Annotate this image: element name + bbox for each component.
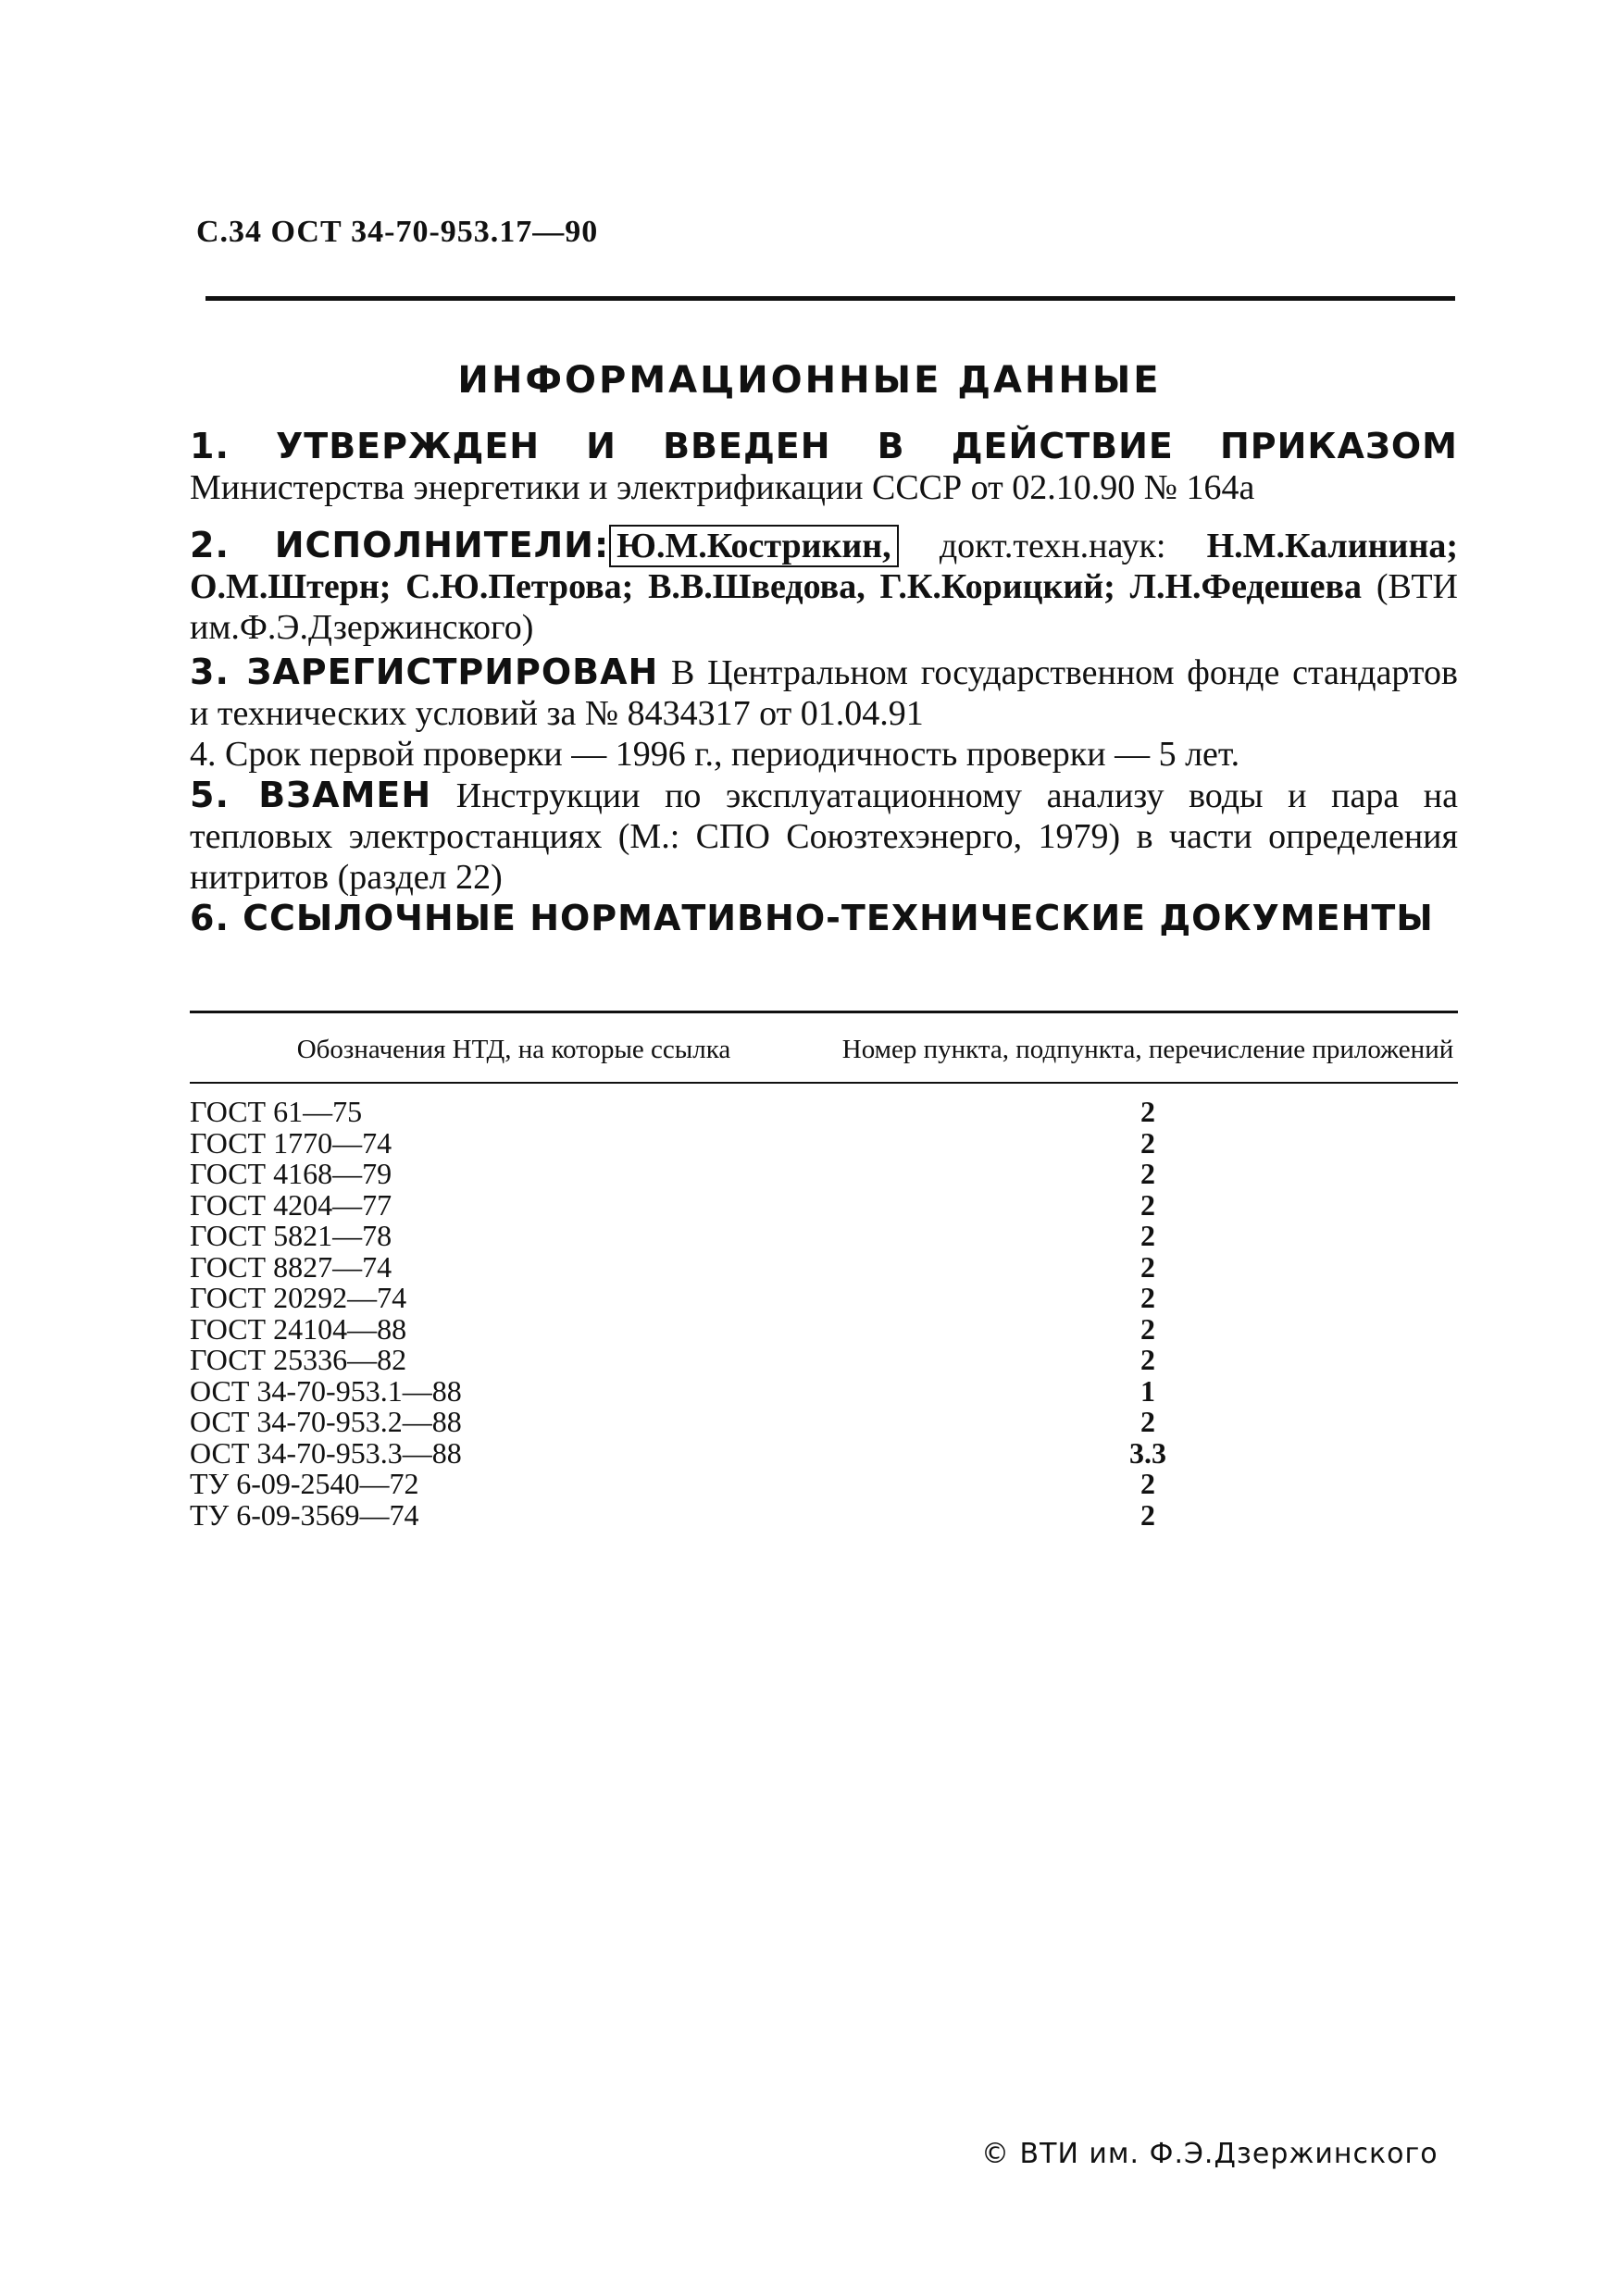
table-cell-doc: ГОСТ 8827—74 (190, 1249, 392, 1284)
item-executors (190, 525, 1458, 648)
table-row (190, 1373, 1458, 1408)
page-header-code: С.34 ОСТ 34-70-953.17—90 (196, 215, 599, 249)
table-row (190, 1125, 1458, 1160)
table-cell-num: 1 (1140, 1373, 1155, 1408)
table-header (190, 1013, 1458, 1082)
table-cell-num: 2 (1140, 1095, 1155, 1128)
table-cell-doc: ГОСТ 61—75 (190, 1095, 363, 1128)
table-cell-doc: ГОСТ 4168—79 (190, 1157, 392, 1190)
item-executors-degree: докт.техн.наук: (939, 527, 1207, 565)
item-references-heading: 6. ССЫЛОЧНЫЕ НОРМАТИВНО-ТЕХНИЧЕСКИЕ ДОКУМЕНТЫ (190, 898, 1434, 938)
table-cell-num: 2 (1140, 1157, 1155, 1190)
table-cell-num: 2 (1140, 1497, 1155, 1532)
item-approved-lead: 1. УТВЕРЖДЕН И ВВЕДЕН В ДЕЙСТВИЕ ПРИКАЗОМ (190, 426, 1458, 466)
table-row (190, 1283, 1458, 1314)
table-cell-doc: ГОСТ 4204—77 (190, 1187, 392, 1222)
table-header-doc: Обозначения НТД, на которые ссылка (296, 1035, 731, 1064)
table-cell-doc: ОСТ 34-70-953.2—88 (190, 1405, 462, 1438)
item-replaces-lead: 5. ВЗАМЕН (190, 775, 432, 815)
table-cell-num: 2 (1140, 1467, 1155, 1500)
table-cell-num: 2 (1140, 1343, 1155, 1376)
table-cell-doc: ГОСТ 25336—82 (190, 1343, 407, 1376)
item-executors-lead: 2. ИСПОЛНИТЕЛИ: (190, 525, 610, 565)
table-cell-num: 2 (1140, 1281, 1155, 1314)
table-header-rule (190, 1082, 1458, 1084)
table-row (190, 1469, 1458, 1500)
copyright-footer: © ВТИ им. Ф.Э.Дзержинского (981, 2138, 1438, 2170)
table-cell-num: 2 (1140, 1311, 1155, 1346)
item-replaces-text: Инструкции по эксплуатационному анализу воды и пара на тепловых электростанциях (М.: СПО Союзтехэнерго, 1979) в части определения нитритов (раздел 22) (190, 776, 1459, 897)
table-cell-doc: ОСТ 34-70-953.3—88 (190, 1435, 462, 1470)
table-cell-doc: ТУ 6-09-2540—72 (190, 1467, 419, 1500)
item-executors-names: Н.М.Калинина; О.М.Штерн; С.Ю.Петрова; В.В.Шведова, Г.К.Корицкий; Л.Н.Федешева (190, 527, 1458, 606)
info-items (190, 426, 1458, 938)
item-review-period: 4. Срок первой проверки — 1996 г., периодичность проверки — 5 лет. (190, 735, 1240, 774)
table-cell-num: 2 (1140, 1125, 1155, 1160)
references-table (190, 1011, 1458, 1531)
table-cell-num: 2 (1140, 1249, 1155, 1284)
table-row (190, 1159, 1458, 1190)
item-registered-text: В Центральном государственном фонде стандартов и технических условий за № 8434317 от 01.04.91 (190, 653, 1458, 733)
table-cell-doc: ОСТ 34-70-953.1—88 (190, 1373, 462, 1408)
item-replaces (190, 775, 1458, 898)
table-cell-num: 2 (1140, 1405, 1155, 1438)
table-cell-num: 2 (1140, 1187, 1155, 1222)
table-cell-num: 3.3 (1129, 1435, 1166, 1470)
table-cell-doc: ГОСТ 20292—74 (190, 1281, 407, 1314)
table-row (190, 1497, 1458, 1532)
table-body (190, 1097, 1458, 1531)
item-registered-lead: 3. ЗАРЕГИСТРИРОВАН (190, 652, 659, 692)
item-approved (190, 426, 1458, 508)
item-executors-org: (ВТИ им.Ф.Э.Дзержинского) (190, 567, 1459, 647)
table-cell-doc: ГОСТ 5821—78 (190, 1219, 392, 1252)
header-rule (205, 296, 1455, 301)
table-row (190, 1097, 1458, 1128)
table-cell-doc: ТУ 6-09-3569—74 (190, 1497, 419, 1532)
section-title: ИНФОРМАЦИОННЫЕ ДАННЫЕ (457, 359, 1162, 402)
table-row (190, 1221, 1458, 1252)
table-row (190, 1187, 1458, 1222)
table-cell-num: 2 (1140, 1219, 1155, 1252)
item-executors-boxed-name: Ю.М.Кострикин, (609, 525, 899, 567)
item-registered (190, 652, 1458, 734)
table-row (190, 1435, 1458, 1470)
item-approved-text: Министерства энергетики и электрификации СССР от 02.10.90 № 164а (190, 468, 1255, 507)
table-row (190, 1345, 1458, 1376)
table-row (190, 1407, 1458, 1438)
table-row (190, 1249, 1458, 1284)
table-cell-doc: ГОСТ 24104—88 (190, 1311, 407, 1346)
table-cell-doc: ГОСТ 1770—74 (190, 1125, 392, 1160)
table-row (190, 1311, 1458, 1346)
table-header-num: Номер пункта, подпункта, перечисление приложений (841, 1035, 1454, 1064)
